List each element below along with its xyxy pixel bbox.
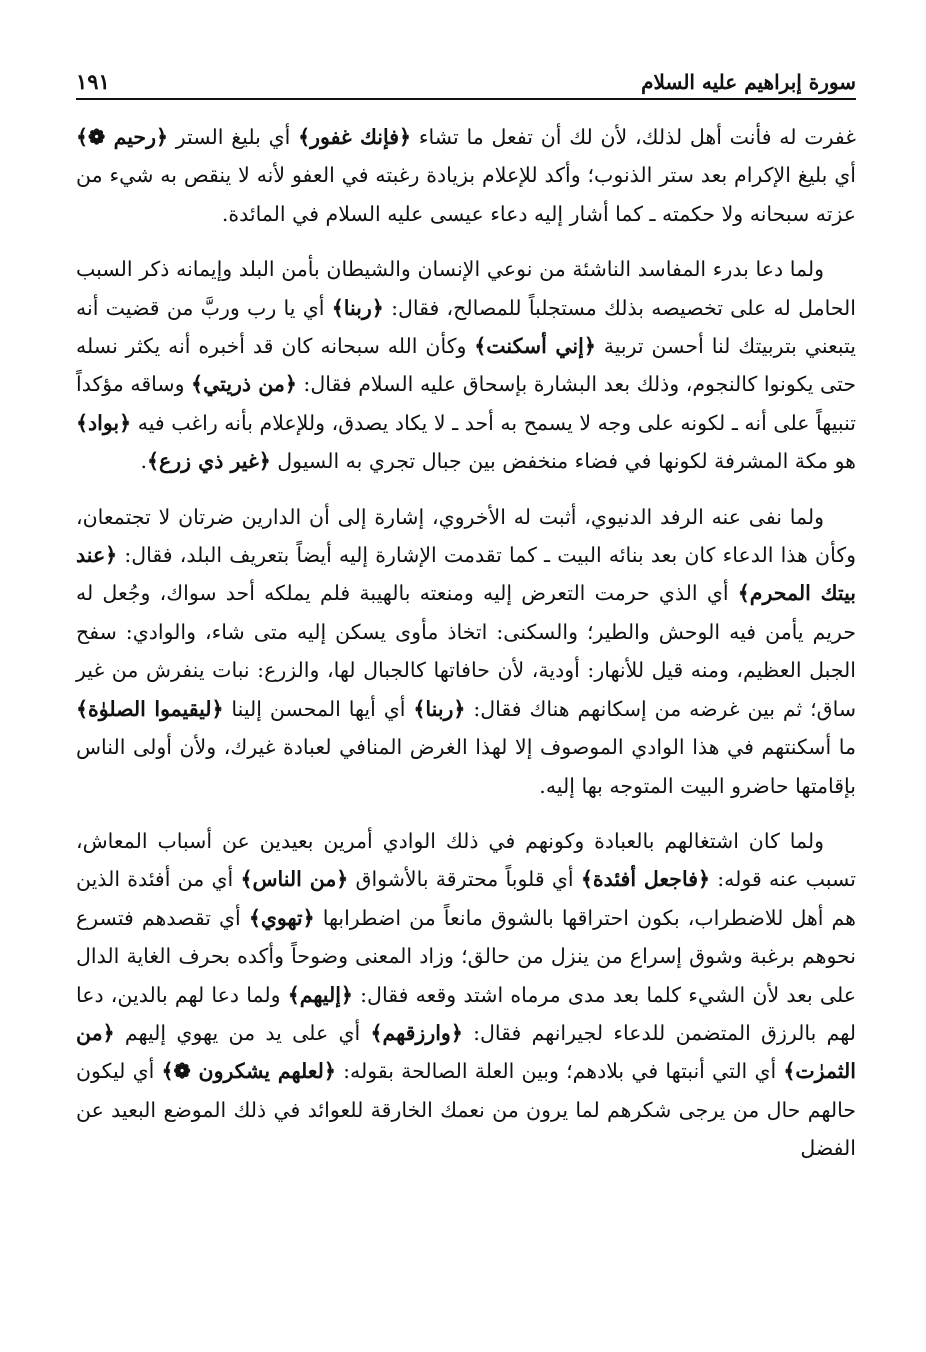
text-run: ما أسكنتهم في هذا الوادي الموصوف إلا لهذا الغرض المنافي لعبادة غيرك، ولأن أولى الناس بإقامتها حاضرو البيت المتوجه بها إليه. xyxy=(76,735,856,798)
text-run: ولما دعا بدرء المفاسد الناشئة من نوعي الإنسان والشيطان بأمن البلد وإيمانه ذكر السبب الحامل له على تخصيصه بذلك مستجلباً للمصالح، فقال: xyxy=(76,257,856,320)
quran-quote: ﴿عند بيتك المحرم﴾ xyxy=(76,543,856,606)
page-header xyxy=(76,60,856,100)
page-number: ١٩١ xyxy=(76,69,110,94)
quran-quote: ﴿إني أسكنت﴾ xyxy=(474,334,596,359)
paragraph xyxy=(76,822,856,1168)
text-run: غفرت له فأنت أهل لذلك، لأن لك أن تفعل ما تشاء xyxy=(411,125,856,149)
quran-quote: ﴿ربنا﴾ xyxy=(413,696,466,721)
text-run: ولما نفى عنه الرفد الدنيوي، أثبت له الأخروي، إشارة إلى أن الدارين ضرتان لا تجتمعان، وكأن هذا الدعاء كان بعد بنائه البيت ـ كما تقدمت الإشارة إليه أيضاً بتعريف البلد، فقال: xyxy=(76,504,856,568)
quran-quote: ﴿غير ذي زرع﴾ xyxy=(147,449,271,474)
text-run: أي من أفئدة الذين هم أهل للاضطراب، بكون احتراقها بالشوق مانعاً من اضطرابها xyxy=(76,867,856,930)
text-run: . xyxy=(140,449,147,474)
text-run: أي الذي حرمت التعرض إليه ومنعته بالهيبة فلم يملكه أحد سواك، وجُعل له حريم يأمن فيه الوحش والطير؛ والسكنى: اتخاذ مأوى يسكن إليه متى شاء، والوادي: سفح الجبل العظيم، ومنه قيل للأنهار: أودية، لأن حافاتها كالجبال لها، والزرع: نبات ينفرش من غير ساق؛ ثم بين غرضه من إسكانهم هناك فقال: xyxy=(76,581,856,721)
quran-quote: ﴿ليقيموا الصلوٰة﴾ xyxy=(76,696,224,721)
quran-quote: ﴿فاجعل أفئدة﴾ xyxy=(580,867,711,892)
text-run: ولما دعا لهم بالدين، دعا لهم بالرزق المتضمن للدعاء لجيرانهم فقال: xyxy=(76,982,856,1045)
paragraph xyxy=(76,498,856,805)
quran-quote: ﴿بواد﴾ xyxy=(76,410,132,435)
paragraph xyxy=(76,250,856,480)
body-text xyxy=(76,118,856,1185)
quran-quote: ﴿من الناس﴾ xyxy=(240,867,349,892)
quran-quote: ﴿وارزقهم﴾ xyxy=(370,1020,463,1045)
text-run: أي ليكون حالهم حال من يرجى شكرهم لما يرون من نعمك الخارقة للعوائد في ذلك الموضع البعيد عن الفضل xyxy=(76,1059,856,1161)
quran-quote: ﴿فإنك غفور﴾ xyxy=(298,125,412,149)
text-run: أي تقصدهم فتسرع نحوهم برغبة وشوق إسراع من ينزل من حالق؛ وزاد المعنى وضوحاً وأكده بحرف الغاية الدال على بعد لأن الشيء كلما بعد مدى مرماه اشتد وقعه فقال: xyxy=(76,905,856,1007)
quran-quote: ﴿لعلهم يشكرون ❁﴾ xyxy=(161,1059,336,1084)
text-run: ولما كان اشتغالهم بالعبادة وكونهم في ذلك الوادي أمرين بعيدين عن أسباب المعاش، تسبب عنه قوله: xyxy=(76,828,856,892)
text-run: أي بليغ الستر xyxy=(167,125,299,149)
text-run: أي بليغ الإكرام بعد ستر الذنوب؛ وأكد للإعلام بزيادة رغبته في العفو لأنه لا ينقص به شيء من عزته سبحانه ولا حكمته ـ كما أشار إليه دعاء عيسى عليه السلام في المائدة. xyxy=(76,163,856,226)
paragraph xyxy=(76,118,856,233)
quran-quote: ﴿تهوي﴾ xyxy=(248,905,315,930)
text-run: هو مكة المشرفة لكونها في فضاء منخفض بين جبال تجري به السيول xyxy=(270,449,856,474)
text-run: وساقه مؤكداً تنبيهاً على أنه ـ لكونه على وجه لا يسمح به أحد ـ لا يكاد يصدق، وللإعلام بأنه راغب فيه xyxy=(76,372,856,435)
running-title: سورة إبراهيم عليه السلام xyxy=(641,70,856,94)
text-run: أي أيها المحسن إلينا xyxy=(223,696,414,721)
quran-quote: ﴿من الثمرٰت﴾ xyxy=(76,1020,856,1084)
text-run: أي على يد من يهوي إليهم xyxy=(114,1020,371,1045)
text-run: أي قلوباً محترقة بالأشواق xyxy=(348,867,581,892)
quran-quote: ﴿ربنا﴾ xyxy=(331,295,384,320)
text-run: وكأن الله سبحانه كان قد أخبره أنه يكثر نسله حتى يكونوا كالنجوم، وذلك بعد البشارة بإسحاق عليه السلام فقال: xyxy=(76,334,856,397)
quran-quote: ﴿إليهم﴾ xyxy=(287,982,353,1007)
text-run: أي التي أنبتها في بلادهم؛ وبين العلة الصالحة بقوله: xyxy=(335,1059,784,1084)
quran-quote: ﴿من ذريتي﴾ xyxy=(191,372,297,397)
text-run: أي يا رب وربَّ من قضيت أنه يتبعني بتربيتك لنا أحسن تربية xyxy=(76,295,856,359)
quran-quote: ﴿رحيم ❁﴾ xyxy=(76,125,168,149)
